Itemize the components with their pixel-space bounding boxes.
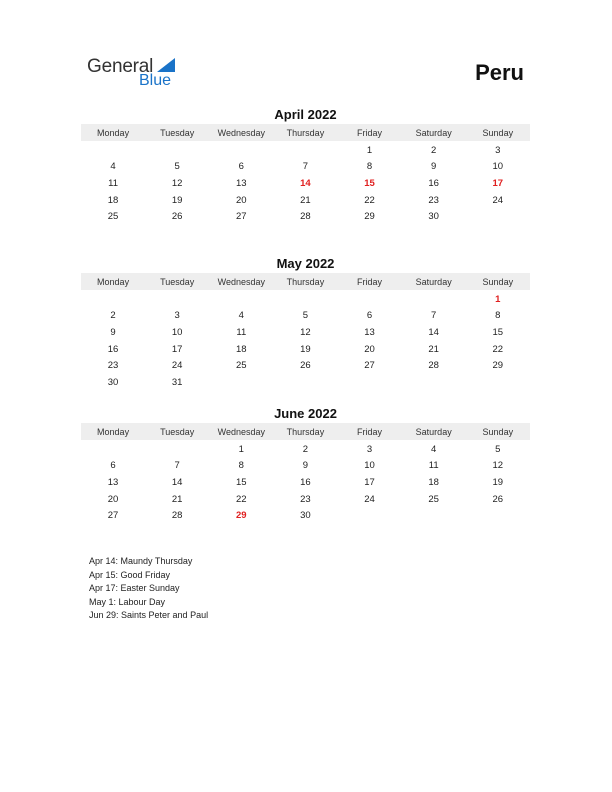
day-cell: 8 xyxy=(366,161,373,173)
month-title: June 2022 xyxy=(274,406,337,421)
day-cell: 15 xyxy=(492,326,504,338)
day-cell: 13 xyxy=(364,326,375,338)
day-cell: 5 xyxy=(174,161,180,173)
day-cell: 26 xyxy=(492,493,504,505)
day-cell: 2 xyxy=(110,310,116,322)
day-cell: 25 xyxy=(236,360,247,372)
country-title: Peru xyxy=(475,60,524,85)
day-cell: 24 xyxy=(492,194,504,206)
day-cell: 28 xyxy=(428,360,439,372)
day-cell: 19 xyxy=(300,343,311,355)
weekday-header: Sunday xyxy=(482,127,514,138)
day-cell: 10 xyxy=(364,460,375,472)
week-row xyxy=(81,507,530,524)
day-cell: 24 xyxy=(171,360,183,372)
weekday-header: Saturday xyxy=(415,426,452,437)
week-row xyxy=(81,491,530,508)
holiday-day-cell: 29 xyxy=(236,510,247,522)
month-title: April 2022 xyxy=(274,107,337,122)
day-cell: 16 xyxy=(300,476,311,488)
weekday-header-row xyxy=(81,124,530,141)
day-cell: 7 xyxy=(431,310,437,322)
month-calendar xyxy=(81,255,530,391)
week-row xyxy=(81,374,530,391)
day-cell: 30 xyxy=(107,376,119,388)
day-cell: 3 xyxy=(366,443,373,455)
day-cell: 5 xyxy=(302,310,309,322)
day-cell: 16 xyxy=(428,177,439,189)
day-cell: 28 xyxy=(300,211,311,223)
holiday-day-cell: 17 xyxy=(492,177,504,189)
month-calendar xyxy=(81,106,530,225)
day-cell: 16 xyxy=(107,343,119,355)
day-cell: 2 xyxy=(431,144,437,156)
day-cell: 21 xyxy=(300,194,311,206)
day-cell: 5 xyxy=(495,443,501,455)
holiday-note: Jun 29: Saints Peter and Paul xyxy=(89,610,209,620)
day-cell: 23 xyxy=(300,493,311,505)
day-cell: 6 xyxy=(110,460,116,472)
week-row xyxy=(81,308,530,325)
holiday-day-cell: 15 xyxy=(364,177,375,189)
day-cell: 4 xyxy=(110,161,116,173)
month-title: May 2022 xyxy=(276,256,335,271)
holiday-notes xyxy=(89,555,208,623)
day-cell: 22 xyxy=(492,343,504,355)
week-row xyxy=(81,192,530,209)
week-row xyxy=(81,341,530,358)
week-row xyxy=(81,458,530,475)
day-cell: 18 xyxy=(428,476,439,488)
day-cell: 4 xyxy=(238,310,244,322)
day-cell: 12 xyxy=(492,460,504,472)
day-cell: 25 xyxy=(107,211,119,223)
day-cell: 23 xyxy=(428,194,439,206)
logo-text-blue: Blue xyxy=(139,72,172,89)
day-cell: 15 xyxy=(236,476,247,488)
day-cell: 14 xyxy=(428,326,439,338)
day-cell: 2 xyxy=(302,443,309,455)
week-row xyxy=(81,441,530,458)
day-cell: 28 xyxy=(171,510,183,522)
logo-text-general: General xyxy=(87,56,154,77)
day-cell: 9 xyxy=(110,326,116,338)
weekday-header: Thursday xyxy=(286,276,325,287)
day-cell: 10 xyxy=(492,161,504,173)
weekday-header: Friday xyxy=(357,426,383,437)
weekday-header-row xyxy=(81,273,530,290)
day-cell: 9 xyxy=(431,161,437,173)
day-cell: 12 xyxy=(300,326,311,338)
day-cell: 3 xyxy=(495,144,501,156)
day-cell: 27 xyxy=(236,211,247,223)
day-cell: 26 xyxy=(300,360,311,372)
day-cell: 3 xyxy=(174,310,180,322)
day-cell: 14 xyxy=(171,476,183,488)
day-cell: 6 xyxy=(238,161,244,173)
weekday-header: Friday xyxy=(357,127,383,138)
week-row xyxy=(81,357,530,374)
holiday-note: Apr 14: Maundy Thursday xyxy=(89,556,193,566)
day-cell: 17 xyxy=(171,343,183,355)
day-cell: 31 xyxy=(171,376,183,388)
day-cell: 13 xyxy=(236,177,247,189)
day-cell: 20 xyxy=(364,343,375,355)
day-cell: 24 xyxy=(364,493,375,505)
day-cell: 10 xyxy=(171,326,183,338)
day-cell: 27 xyxy=(107,510,119,522)
weekday-header: Tuesday xyxy=(160,127,195,138)
week-row xyxy=(81,175,530,192)
day-cell: 11 xyxy=(428,460,439,472)
day-cell: 6 xyxy=(366,310,373,322)
day-cell: 26 xyxy=(171,211,183,223)
day-cell: 1 xyxy=(366,144,373,156)
day-cell: 30 xyxy=(300,510,311,522)
week-row xyxy=(81,324,530,341)
holiday-note: Apr 17: Easter Sunday xyxy=(89,583,180,593)
day-cell: 7 xyxy=(302,161,309,173)
weekday-header: Wednesday xyxy=(217,276,265,287)
month-calendar xyxy=(81,405,530,524)
week-row xyxy=(81,159,530,176)
day-cell: 7 xyxy=(174,460,180,472)
weekday-header: Sunday xyxy=(482,276,514,287)
day-cell: 23 xyxy=(107,360,119,372)
weekday-header: Wednesday xyxy=(217,127,265,138)
day-cell: 22 xyxy=(364,194,375,206)
day-cell: 27 xyxy=(364,360,375,372)
week-row xyxy=(81,208,530,225)
day-cell: 13 xyxy=(107,476,119,488)
day-cell: 21 xyxy=(171,493,183,505)
weekday-header: Tuesday xyxy=(160,426,195,437)
day-cell: 11 xyxy=(236,326,247,338)
day-cell: 19 xyxy=(492,476,504,488)
day-cell: 1 xyxy=(238,443,244,455)
holiday-day-cell: 1 xyxy=(495,293,501,305)
week-row xyxy=(81,474,530,491)
weekday-header: Wednesday xyxy=(217,426,265,437)
day-cell: 20 xyxy=(107,493,119,505)
logo xyxy=(87,56,187,92)
logo-triangle-icon xyxy=(157,58,175,72)
holiday-note: May 1: Labour Day xyxy=(89,596,166,607)
day-cell: 18 xyxy=(107,194,119,206)
weekday-header: Monday xyxy=(97,127,130,138)
weekday-header: Monday xyxy=(97,276,130,287)
weekday-header: Saturday xyxy=(415,276,452,287)
weekday-header: Friday xyxy=(357,276,383,287)
day-cell: 8 xyxy=(495,310,501,322)
day-cell: 29 xyxy=(364,211,375,223)
holiday-day-cell: 14 xyxy=(300,177,311,189)
weekday-header-row xyxy=(81,423,530,440)
day-cell: 21 xyxy=(428,343,439,355)
day-cell: 12 xyxy=(171,177,183,189)
day-cell: 18 xyxy=(236,343,247,355)
day-cell: 25 xyxy=(428,493,439,505)
day-cell: 9 xyxy=(302,460,309,472)
day-cell: 30 xyxy=(428,211,439,223)
day-cell: 8 xyxy=(238,460,244,472)
weekday-header: Saturday xyxy=(415,127,452,138)
holiday-note: Apr 15: Good Friday xyxy=(89,569,171,580)
day-cell: 4 xyxy=(431,443,437,455)
weekday-header: Monday xyxy=(97,426,130,437)
weekday-header: Tuesday xyxy=(160,276,195,287)
day-cell: 29 xyxy=(492,360,504,372)
week-row xyxy=(81,291,530,308)
weekday-header: Thursday xyxy=(286,127,325,138)
day-cell: 19 xyxy=(171,194,183,206)
day-cell: 17 xyxy=(364,476,375,488)
day-cell: 20 xyxy=(236,194,247,206)
weekday-header: Thursday xyxy=(286,426,325,437)
day-cell: 11 xyxy=(108,177,118,189)
weekday-header: Sunday xyxy=(482,426,514,437)
day-cell: 22 xyxy=(236,493,247,505)
week-row xyxy=(81,142,530,159)
